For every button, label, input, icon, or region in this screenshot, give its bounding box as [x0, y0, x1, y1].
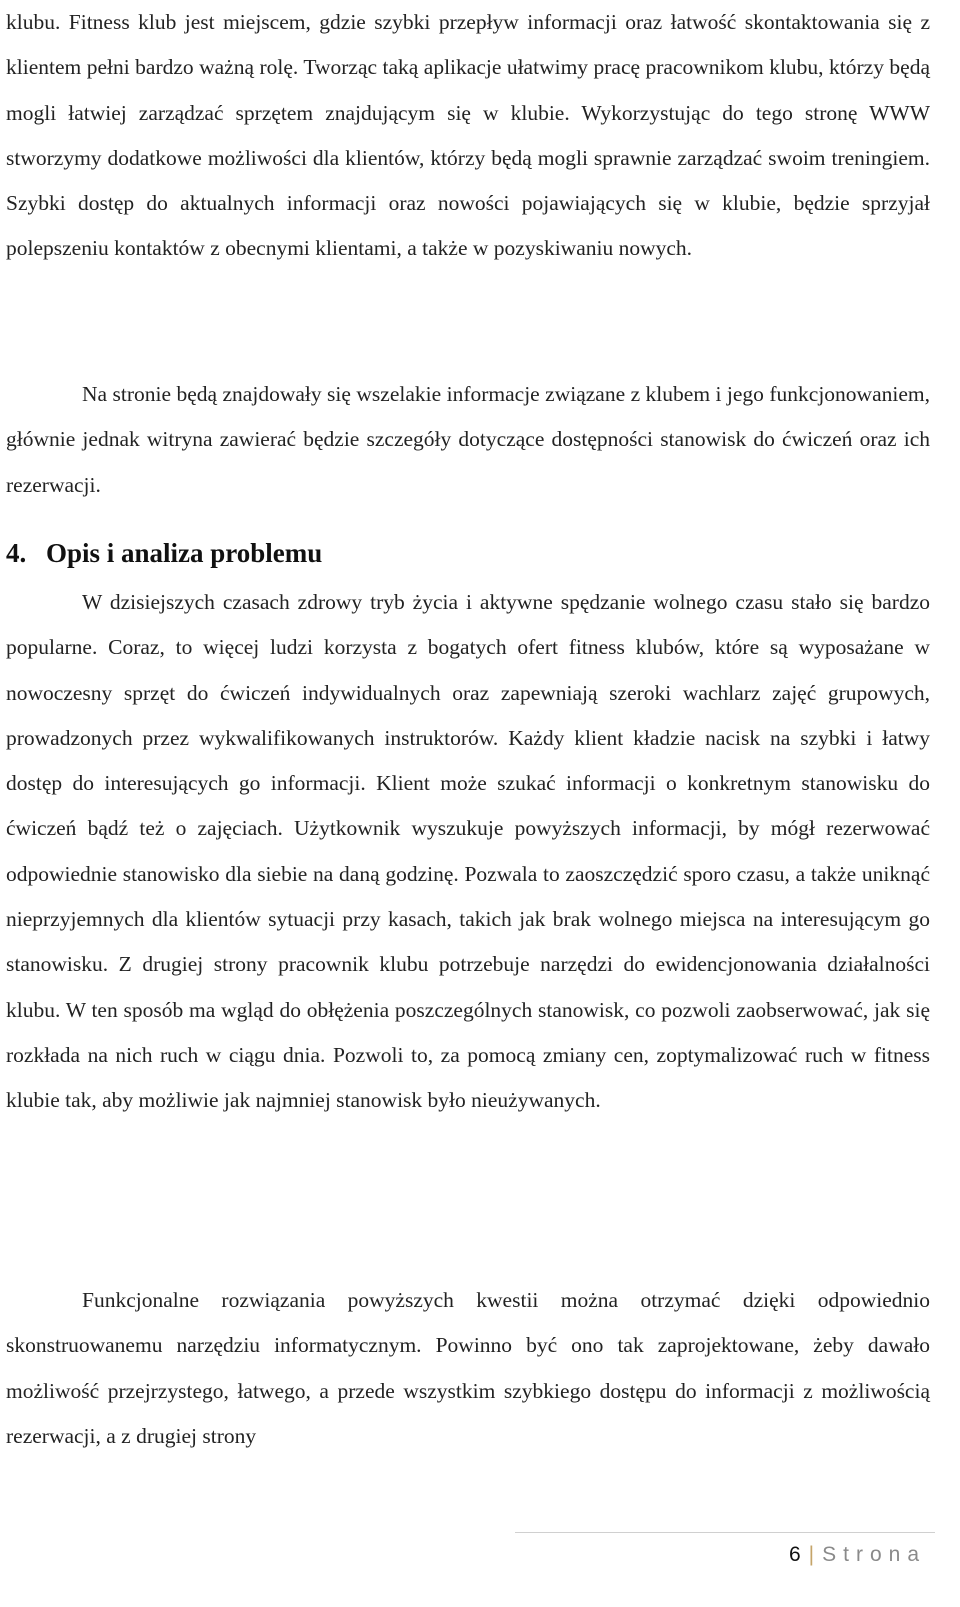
section-title: Opis i analiza problemu — [46, 538, 323, 568]
page-number: 6 — [788, 1543, 801, 1566]
footer-separator: | — [808, 1543, 815, 1566]
section-heading — [6, 531, 322, 576]
paragraph-solutions: Funkcjonalne rozwiązania powyższych kwestii można otrzymać dzięki odpowiednio skonstruowanemu narzędziu informatycznym. Powinno być ono tak zaprojektowane, żeby dawało możliwość przejrzystego, łatwego, a przede wszystkim szybkiego dostępu do informacji z możliwością rezerwacji, a z drugiej strony — [6, 1288, 930, 1448]
footer-divider — [515, 1532, 935, 1533]
paragraph-intro: klubu. Fitness klub jest miejscem, gdzie szybki przepływ informacji oraz łatwość skontaktowania się z klientem pełni bardzo ważną rolę. Tworząc taką aplikacje ułatwimy pracę pracownikom klubu, którzy będą mogli łatwiej zarządzać sprzętem znajdującym się w klubie. Wykorzystując do tego stronę WWW stworzymy dodatkowe możliwości dla klientów, którzy będą mogli sprawnie zarządzać swoim treningiem. Szybki dostęp do aktualnych informacji oraz nowości pojawiających się w klubie, będzie sprzyjał polepszeniu kontaktów z obecnymi klientami, a także w pozyskiwaniu nowych. — [6, 10, 930, 261]
footer-label: Strona — [822, 1543, 926, 1566]
page-footer — [789, 1538, 926, 1572]
paragraph-website-info: Na stronie będą znajdowały się wszelakie informacje związane z klubem i jego funkcjonowaniem, głównie jednak witryna zawierać będzie szczegóły dotyczące dostępności stanowisk do ćwiczeń oraz ich rezerwacji. — [6, 382, 930, 497]
section-number: 4. — [6, 538, 27, 568]
paragraph-problem-analysis: W dzisiejszych czasach zdrowy tryb życia i aktywne spędzanie wolnego czasu stało się bardzo popularne. Coraz, to więcej ludzi korzysta z bogatych ofert fitness klubów, które są wyposażane w nowoczesny sprzęt do ćwiczeń indywidualnych oraz zapewniają szeroki wachlarz zajęć grupowych, prowadzonych przez wykwalifikowanych instruktorów. Każdy klient kładzie nacisk na szybki i łatwy dostęp do interesujących go informacji. Klient może szukać informacji o konkretnym stanowisku do ćwiczeń bądź też o zajęciach. Użytkownik wyszukuje powyższych informacji, by mógł rezerwować odpowiednie stanowisko dla siebie na daną godzinę. Pozwala to zaoszczędzić sporo czasu, a także uniknąć nieprzyjemnych dla klientów sytuacji przy kasach, takich jak brak wolnego miejsca na interesującym go stanowisku. Z drugiej strony pracownik klubu potrzebuje narzędzi do ewidencjonowania działalności klubu. W ten sposób ma wgląd do obłężenia poszczególnych stanowisk, co pozwoli zaobserwować, jak się rozkłada na nich ruch w ciągu dnia. Pozwoli to, za pomocą zmiany cen, zoptymalizować ruch w fitness klubie tak, aby możliwie jak najmniej stanowisk było nieużywanych. — [6, 590, 930, 1113]
